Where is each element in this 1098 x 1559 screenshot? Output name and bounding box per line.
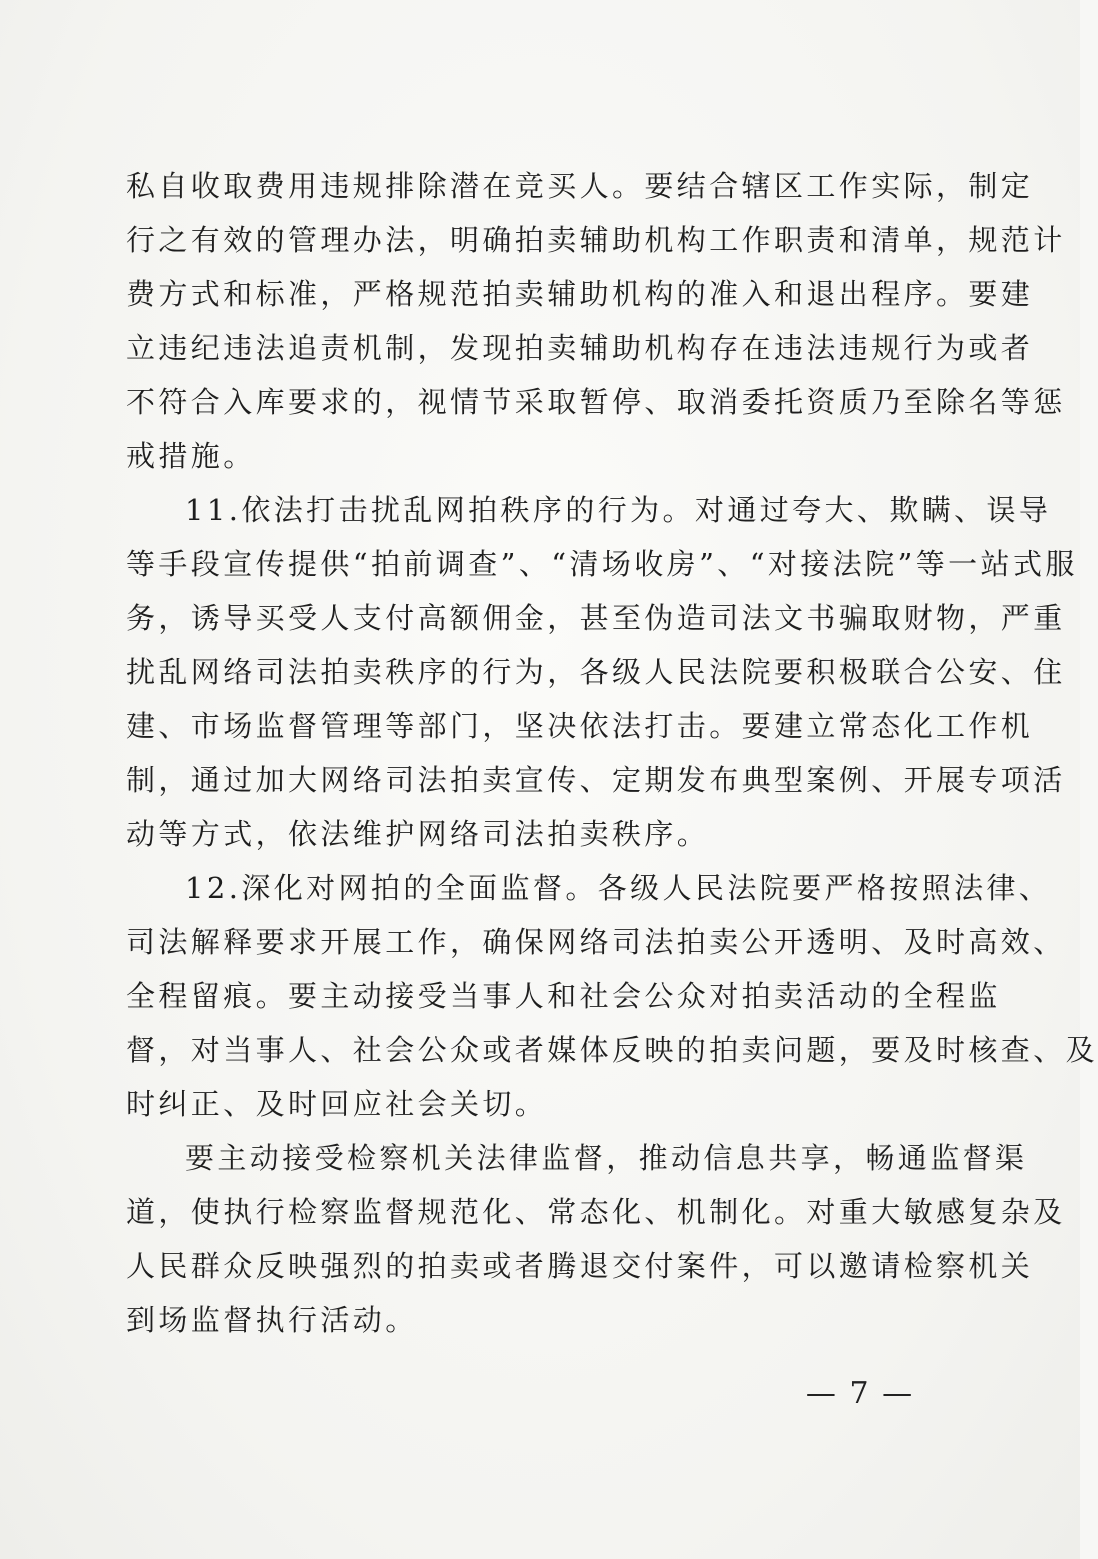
text-line: 行之有效的管理办法，明确拍卖辅助机构工作职责和清单，规范计: [126, 223, 1066, 257]
text-line: 不符合入库要求的，视情节采取暂停、取消委托资质乃至除名等惩: [126, 385, 1066, 419]
text-line: 务，诱导买受人支付高额佣金，甚至伪造司法文书骗取财物，严重: [126, 601, 1066, 635]
text-line: 等手段宣传提供“拍前调查”、“清场收房”、“对接法院”等一站式服: [126, 547, 1078, 581]
text-line: 费方式和标准，严格规范拍卖辅助机构的准入和退出程序。要建: [126, 277, 1034, 311]
text-line: 制，通过加大网络司法拍卖宣传、定期发布典型案例、开展专项活: [126, 763, 1066, 797]
page-number: — 7 —: [805, 1376, 915, 1411]
text-line: 人民群众反映强烈的拍卖或者腾退交付案件，可以邀请检察机关: [126, 1249, 1034, 1283]
text-line: 戒措施。: [126, 439, 256, 473]
text-line: 到场监督执行活动。: [126, 1303, 418, 1337]
text-line: 督，对当事人、社会公众或者媒体反映的拍卖问题，要及时核查、及: [126, 1033, 1098, 1067]
text-line: 立违纪违法追责机制，发现拍卖辅助机构存在违法违规行为或者: [126, 331, 1034, 365]
text-line: 私自收取费用违规排除潜在竞买人。要结合辖区工作实际，制定: [126, 169, 1034, 203]
text-line: 时纠正、及时回应社会关切。: [126, 1087, 548, 1121]
text-line: 动等方式，依法维护网络司法拍卖秩序。: [126, 817, 710, 851]
text-line: 建、市场监督管理等部门，坚决依法打击。要建立常态化工作机: [126, 709, 1034, 743]
text-line: 全程留痕。要主动接受当事人和社会公众对拍卖活动的全程监: [126, 979, 1001, 1013]
text-line: 道，使执行检察监督规范化、常态化、机制化。对重大敏感复杂及: [126, 1195, 1066, 1229]
text-line: 司法解释要求开展工作，确保网络司法拍卖公开透明、及时高效、: [126, 925, 1066, 959]
text-line: 11.依法打击扰乱网拍秩序的行为。对通过夸大、欺瞒、误导: [185, 493, 1052, 527]
text-line: 扰乱网络司法拍卖秩序的行为，各级人民法院要积极联合公安、住: [126, 655, 1066, 689]
text-line: 12.深化对网拍的全面监督。各级人民法院要严格按照法律、: [185, 871, 1052, 905]
text-line: 要主动接受检察机关法律监督，推动信息共享，畅通监督渠: [185, 1141, 1028, 1175]
